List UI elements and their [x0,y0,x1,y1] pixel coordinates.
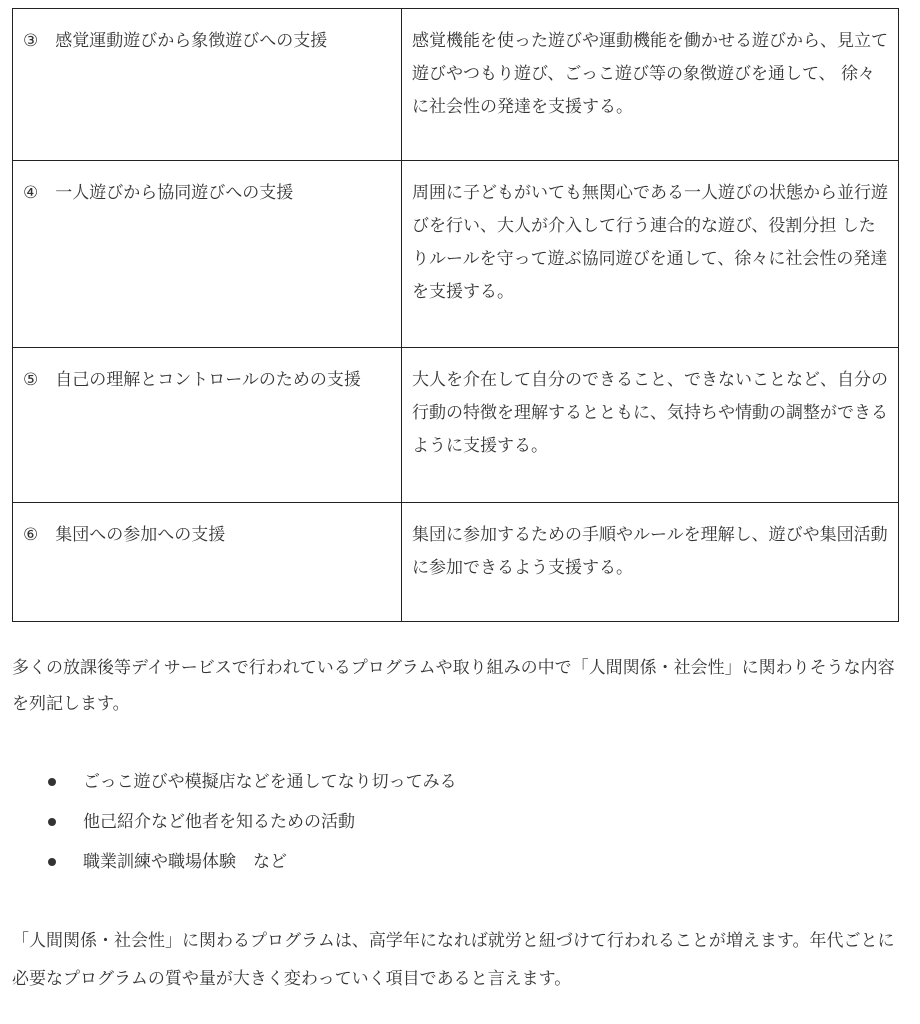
intro-paragraph: 多くの放課後等デイサービスで行われているプログラムや取り組みの中で「人間関係・社会性」に関わりそうな内容を列記します。 [12,658,895,714]
table-row [13,503,899,622]
support-table [12,8,899,622]
list-item-text: 他己紹介など他者を知るための活動 [83,812,355,832]
table-row [13,161,899,348]
table-row [13,9,899,161]
support-description: 大人を介在して自分のできること、できないことなど、自分の行動の特徴を理解するとともに、気持ちや情動の調整ができるように支援する。 [402,348,899,503]
bullet-dot-icon [48,858,56,866]
support-title: ③ 感覚運動遊びから象徴遊びへの支援 [13,9,402,161]
support-title: ⑤ 自己の理解とコントロールのための支援 [13,348,402,503]
support-title: ④ 一人遊びから協同遊びへの支援 [13,161,402,348]
closing-paragraph: 「人間関係・社会性」に関わるプログラムは、高学年になれば就労と紐づけて行われることが増えます。年代ごとに必要なプログラムの質や量が大きく変わっていく項目であると言えます。 [12,931,895,989]
support-title: ⑥ 集団への参加への支援 [13,503,402,622]
support-description: 集団に参加するための手順やルールを理解し、遊びや集団活動に参加できるよう支援する。 [402,503,899,622]
support-description: 感覚機能を使った遊びや運動機能を働かせる遊びから、見立て遊びやつもり遊び、ごっこ遊び等の象徴遊びを通して、 徐々に社会性の発達を支援する。 [402,9,899,161]
list-item-text: 職業訓練や職場体験 など [83,852,287,872]
list-item [12,842,457,882]
list-item-text: ごっこ遊びや模擬店などを通してなり切ってみる [83,772,457,792]
bullet-dot-icon [48,818,56,826]
table-row [13,348,899,503]
support-description: 周囲に子どもがいても無関心である一人遊びの状態から並行遊びを行い、大人が介入して行う連合的な遊び、役割分担 したりルールを守って遊ぶ協同遊びを通して、徐々に社会性の発達を支援する。 [402,161,899,348]
bullet-dot-icon [48,778,56,786]
list-item [12,762,457,802]
program-list [12,762,457,882]
list-item [12,802,457,842]
